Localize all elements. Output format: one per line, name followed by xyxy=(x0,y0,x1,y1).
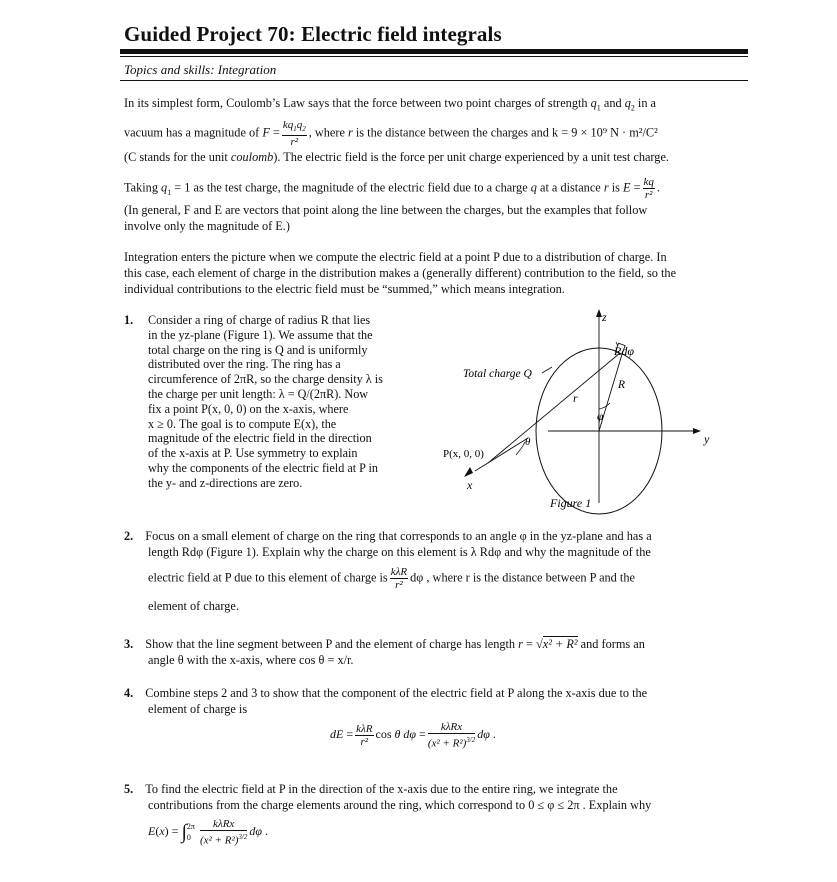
step-3-line-1: 3. Show that the line segment between P and the element of charge has length r = √x² + R² and forms an xyxy=(124,637,645,651)
step-1-line: the y- and z-directions are zero. xyxy=(148,475,303,490)
step-1-line: fix a point P(x, 0, 0) on the x-axis, where xyxy=(148,401,349,416)
rdphi-label: Rdφ xyxy=(614,344,634,358)
intro-line-1: In its simplest form, Coulomb’s Law says that the force between two point charges of strength $q_1$ and $q_2$ in a xyxy=(124,96,657,113)
step-1-line: the charge per unit length: λ = Q/(2πR). Now xyxy=(148,386,369,401)
step-1-line: circumference of 2πR, so the charge density λ is xyxy=(148,372,383,387)
step-5-line-2: contributions from the charge elements around the ring, which correspond to 0 ≤ φ ≤ 2π . Explain why xyxy=(148,798,652,812)
step-1-line: x ≥ 0. The goal is to compute E(x), the xyxy=(148,416,337,431)
step-5-equation: E(x) = ∫ 2π 0 $\frac{\text{kλRx}}{(x^2 + R^2)^{3/2}}$ dφ . xyxy=(148,818,269,847)
step-2-line-3: electric field at P due to this element of charge is $\frac{\text{kλR}}{\text{r²}}$ dφ , where r is the distance between P and the xyxy=(148,566,635,591)
step-4-line-1: 4. Combine steps 2 and 3 to show that the component of the electric field at P along the x-axis due to the xyxy=(124,686,648,700)
intro-line-2: vacuum has a magnitude of F = $\frac{kq_1q_2}{\text{r²}}$ , where r is the distance between the charges and k = 9 × 10⁹ N · m²/C² xyxy=(124,119,658,149)
topics-line: Topics and skills: Integration xyxy=(124,62,277,77)
page-title: Guided Project 70: Electric field integrals xyxy=(124,22,502,46)
step-2-line-2: length Rdφ (Figure 1). Explain why the charge on this element is λ Rdφ and why the magnitude of the xyxy=(148,545,651,559)
para2-line-2: this case, each element of charge in the distribution makes a (generally different) contribution to the field, so the xyxy=(124,266,677,280)
step-2-fraction: $\frac{\text{kλR}}{\text{r²}}$ xyxy=(390,566,408,591)
coulomb-fraction: $\frac{kq_1q_2}{\text{r²}}$ xyxy=(282,119,306,149)
x-label: x xyxy=(467,478,473,492)
y-label: y xyxy=(704,432,710,446)
z-label: z xyxy=(602,310,607,324)
step-2-line-4: element of charge. xyxy=(148,599,239,613)
step-1-number: 1. xyxy=(124,313,134,327)
para2-line-1: Integration enters the picture when we compute the electric field at a point P due to a distribution of charge. In xyxy=(124,250,667,264)
theta-arc xyxy=(516,442,525,455)
step-5-line-1: 5. To find the electric field at P in the direction of the x-axis due to the entire ring, we integrate the xyxy=(124,782,618,796)
intro-line-5: (In general, F and E are vectors that point along the line between the charges, but the examples that follow xyxy=(124,203,648,217)
step-1-line: of the x-axis at P. Use symmetry to explain xyxy=(148,446,358,461)
theta-label: θ xyxy=(525,436,531,448)
intro-line-6: involve only the magnitude of E.) xyxy=(124,219,290,233)
r-label: r xyxy=(573,393,578,405)
step-1-line: magnitude of the electric field in the direction xyxy=(148,431,372,446)
figure-1 xyxy=(430,305,730,515)
x-axis-arrow xyxy=(464,467,473,477)
step-1-text xyxy=(148,313,424,491)
step-2-line-1: 2. Focus on a small element of charge on the ring that corresponds to an angle φ in the yz-plane and has a xyxy=(124,529,652,543)
step-1 xyxy=(124,313,424,491)
step-1-line: total charge on the ring is Q and is uniformly xyxy=(148,342,368,357)
step-1-line: why the components of the electric field at P in xyxy=(148,460,379,475)
step-4-line-2: element of charge is xyxy=(148,702,248,716)
para2-line-3: individual contributions to the electric field must be “summed,” which means integration. xyxy=(124,282,565,296)
field-fraction: $\frac{kq}{\text{r²}}$ xyxy=(643,176,654,201)
title-rule-thick xyxy=(120,49,748,54)
title-rule-thin xyxy=(120,56,748,57)
total-charge-leader xyxy=(542,367,552,373)
intro-line-4: Taking $q_1 = 1$ as the test charge, the magnitude of the electric field due to a charge q at a distance r is E = $\frac{kq}{\text{r²}}$ . xyxy=(124,176,660,201)
total-charge-label: Total charge Q xyxy=(463,368,532,380)
step-4-equation: dE = $\frac{\text{kλR}}{\text{r²}}$ cos θ dφ = $\frac{\text{kλRx}}{(x^2 + R^2)^{3/2}}$ dφ . xyxy=(330,721,496,750)
topics-rule xyxy=(120,80,748,81)
figure-caption: Figure 1 xyxy=(550,496,592,510)
step-1-line: distributed over the ring. The ring has a xyxy=(148,357,341,372)
R-label: R xyxy=(618,379,626,391)
step-1-line: Consider a ring of charge of radius R that lies xyxy=(148,313,371,327)
y-axis-arrow xyxy=(693,428,701,434)
sqrt-expression: √x² + R² xyxy=(536,637,578,651)
intro-line-3: (C stands for the unit coulomb). The electric field is the force per unit charge experienced by a unit test charge. xyxy=(124,150,669,164)
phi-arc xyxy=(599,403,610,409)
step-3-line-2: angle θ with the x-axis, where cos θ = x/r. xyxy=(148,653,354,667)
step-1-line: in the yz-plane (Figure 1). We assume that the xyxy=(148,327,373,342)
phi-label: φ xyxy=(597,411,604,423)
point-p-label: P(x, 0, 0) xyxy=(443,448,484,460)
